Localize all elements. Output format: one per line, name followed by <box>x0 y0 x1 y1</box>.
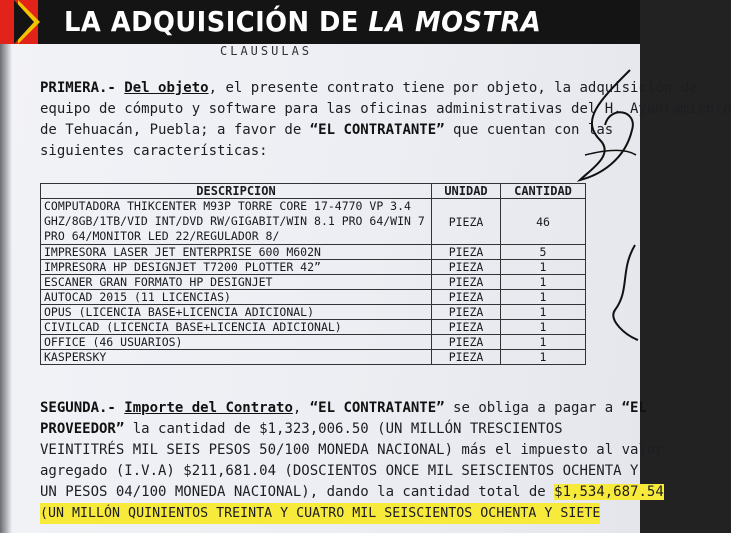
row-unidad: PIEZA <box>432 245 501 260</box>
primera-text-3: de Tehuacán, Puebla; a favor de <box>40 122 302 138</box>
table-row <box>41 350 586 365</box>
row-unidad: PIEZA <box>432 320 501 335</box>
segunda-party-contratante: “EL CONTRATANTE” <box>309 400 445 416</box>
primera-text-1: , el presente contrato tiene por objeto, la adquisición de <box>208 80 698 96</box>
clausula-segunda-line1: SEGUNDA.- Importe del Contrato, “EL CONTRATANTE” se obliga a pagar a “EL <box>40 400 647 416</box>
row-unidad: PIEZA <box>432 335 501 350</box>
row-desc: IMPRESORA HP DESIGNJET T7200 PLOTTER 42” <box>41 260 432 275</box>
header-cantidad: CANTIDAD <box>501 184 586 199</box>
clausula-segunda-line6-highlight: (UN MILLÓN QUINIENTOS TREINTA Y CUATRO MIL SEISCIENTOS OCHENTA Y SIETE <box>40 503 600 524</box>
header-descripcion: DESCRIPCION <box>41 184 432 199</box>
row-unidad: PIEZA <box>432 260 501 275</box>
clausulas-heading: CLAUSULAS <box>220 44 313 58</box>
clausula-primera-line4: siguientes características: <box>40 143 268 159</box>
row-cantidad: 5 <box>501 245 586 260</box>
row-desc: KASPERSKY <box>41 350 432 365</box>
table-row <box>41 320 586 335</box>
row-cantidad: 46 <box>501 199 586 245</box>
table-row <box>41 275 586 290</box>
clausula-primera-line2: equipo de cómputo y software para las oficinas administrativas del H. Ayuntamiento <box>40 101 731 117</box>
equipment-table <box>40 183 586 365</box>
primera-party: “EL CONTRATANTE” <box>309 122 445 138</box>
table-row <box>41 245 586 260</box>
clausula-segunda-line4: agregado (I.V.A) $211,681.04 (DOSCIENTOS ONCE MIL SEISCIENTOS OCHENTA Y <box>40 463 639 479</box>
segunda-text-2: la cantidad de $1,323,006.50 (UN MILLÓN TRESCIENTOS <box>132 421 563 437</box>
table-header-row <box>41 184 586 199</box>
segunda-label: SEGUNDA.- <box>40 400 116 416</box>
clausula-segunda-line3: VEINTITRÉS MIL SEIS PESOS 50/100 MONEDA NACIONAL) más el impuesto al valor <box>40 442 664 458</box>
table-row <box>41 305 586 320</box>
signature-fragment-icon <box>600 240 640 350</box>
headline-plain: LA ADQUISICIÓN DE <box>64 5 359 38</box>
row-cantidad: 1 <box>501 275 586 290</box>
primera-text-4: que cuentan con las <box>453 122 614 138</box>
clausula-segunda-line2 <box>40 419 563 440</box>
segunda-text-1: se obliga a pagar a <box>453 400 614 416</box>
table-row <box>41 260 586 275</box>
primera-subject: Del objeto <box>124 80 209 96</box>
signature-scribble-icon <box>570 60 640 210</box>
table-row <box>41 199 586 245</box>
total-amount-highlight: $1,534,687.54 <box>554 484 664 500</box>
row-desc: COMPUTADORA THIKCENTER M93P TORRE CORE 17-4770 VP 3.4 GHZ/8GB/1TB/VID INT/DVD RW/GIGABIT/WIN 8.1 PRO 64/WIN 7 PRO 64/MONITOR LED 22/REGULADOR 8/ <box>41 199 432 245</box>
row-cantidad: 1 <box>501 260 586 275</box>
row-unidad: PIEZA <box>432 305 501 320</box>
row-desc: ESCANER GRAN FORMATO HP DESIGNJET <box>41 275 432 290</box>
row-desc: AUTOCAD 2015 (11 LICENCIAS) <box>41 290 432 305</box>
row-cantidad: 1 <box>501 305 586 320</box>
row-unidad: PIEZA <box>432 350 501 365</box>
headline-title <box>64 5 541 38</box>
segunda-text-5: UN PESOS 04/100 MONEDA NACIONAL), dando la cantidad total de <box>40 484 546 500</box>
page-edge-shadow <box>0 44 12 533</box>
row-desc: OPUS (LICENCIA BASE+LICENCIA ADICIONAL) <box>41 305 432 320</box>
row-cantidad: 1 <box>501 335 586 350</box>
row-cantidad: 1 <box>501 350 586 365</box>
row-cantidad: 1 <box>501 290 586 305</box>
row-desc: OFFICE (46 USUARIOS) <box>41 335 432 350</box>
segunda-party-proveedor-a: “EL <box>621 400 647 416</box>
headline-banner <box>0 0 640 44</box>
header-unidad: UNIDAD <box>432 184 501 199</box>
headline-italic: LA MOSTRA <box>368 5 542 38</box>
clausula-primera-line3 <box>40 120 613 141</box>
row-unidad: PIEZA <box>432 199 501 245</box>
row-desc: CIVILCAD (LICENCIA BASE+LICENCIA ADICIONAL) <box>41 320 432 335</box>
row-unidad: PIEZA <box>432 290 501 305</box>
table-row <box>41 335 586 350</box>
table-row <box>41 290 586 305</box>
row-cantidad: 1 <box>501 320 586 335</box>
clausula-segunda-line5 <box>40 482 664 503</box>
row-desc: IMPRESORA LASER JET ENTERPRISE 600 M602N <box>41 245 432 260</box>
primera-label: PRIMERA.- <box>40 80 116 96</box>
segunda-subject: Importe del Contrato <box>124 400 293 416</box>
segunda-party-proveedor-b: PROVEEDOR” <box>40 421 125 437</box>
row-unidad: PIEZA <box>432 275 501 290</box>
banner-chevron-cut <box>14 0 34 44</box>
